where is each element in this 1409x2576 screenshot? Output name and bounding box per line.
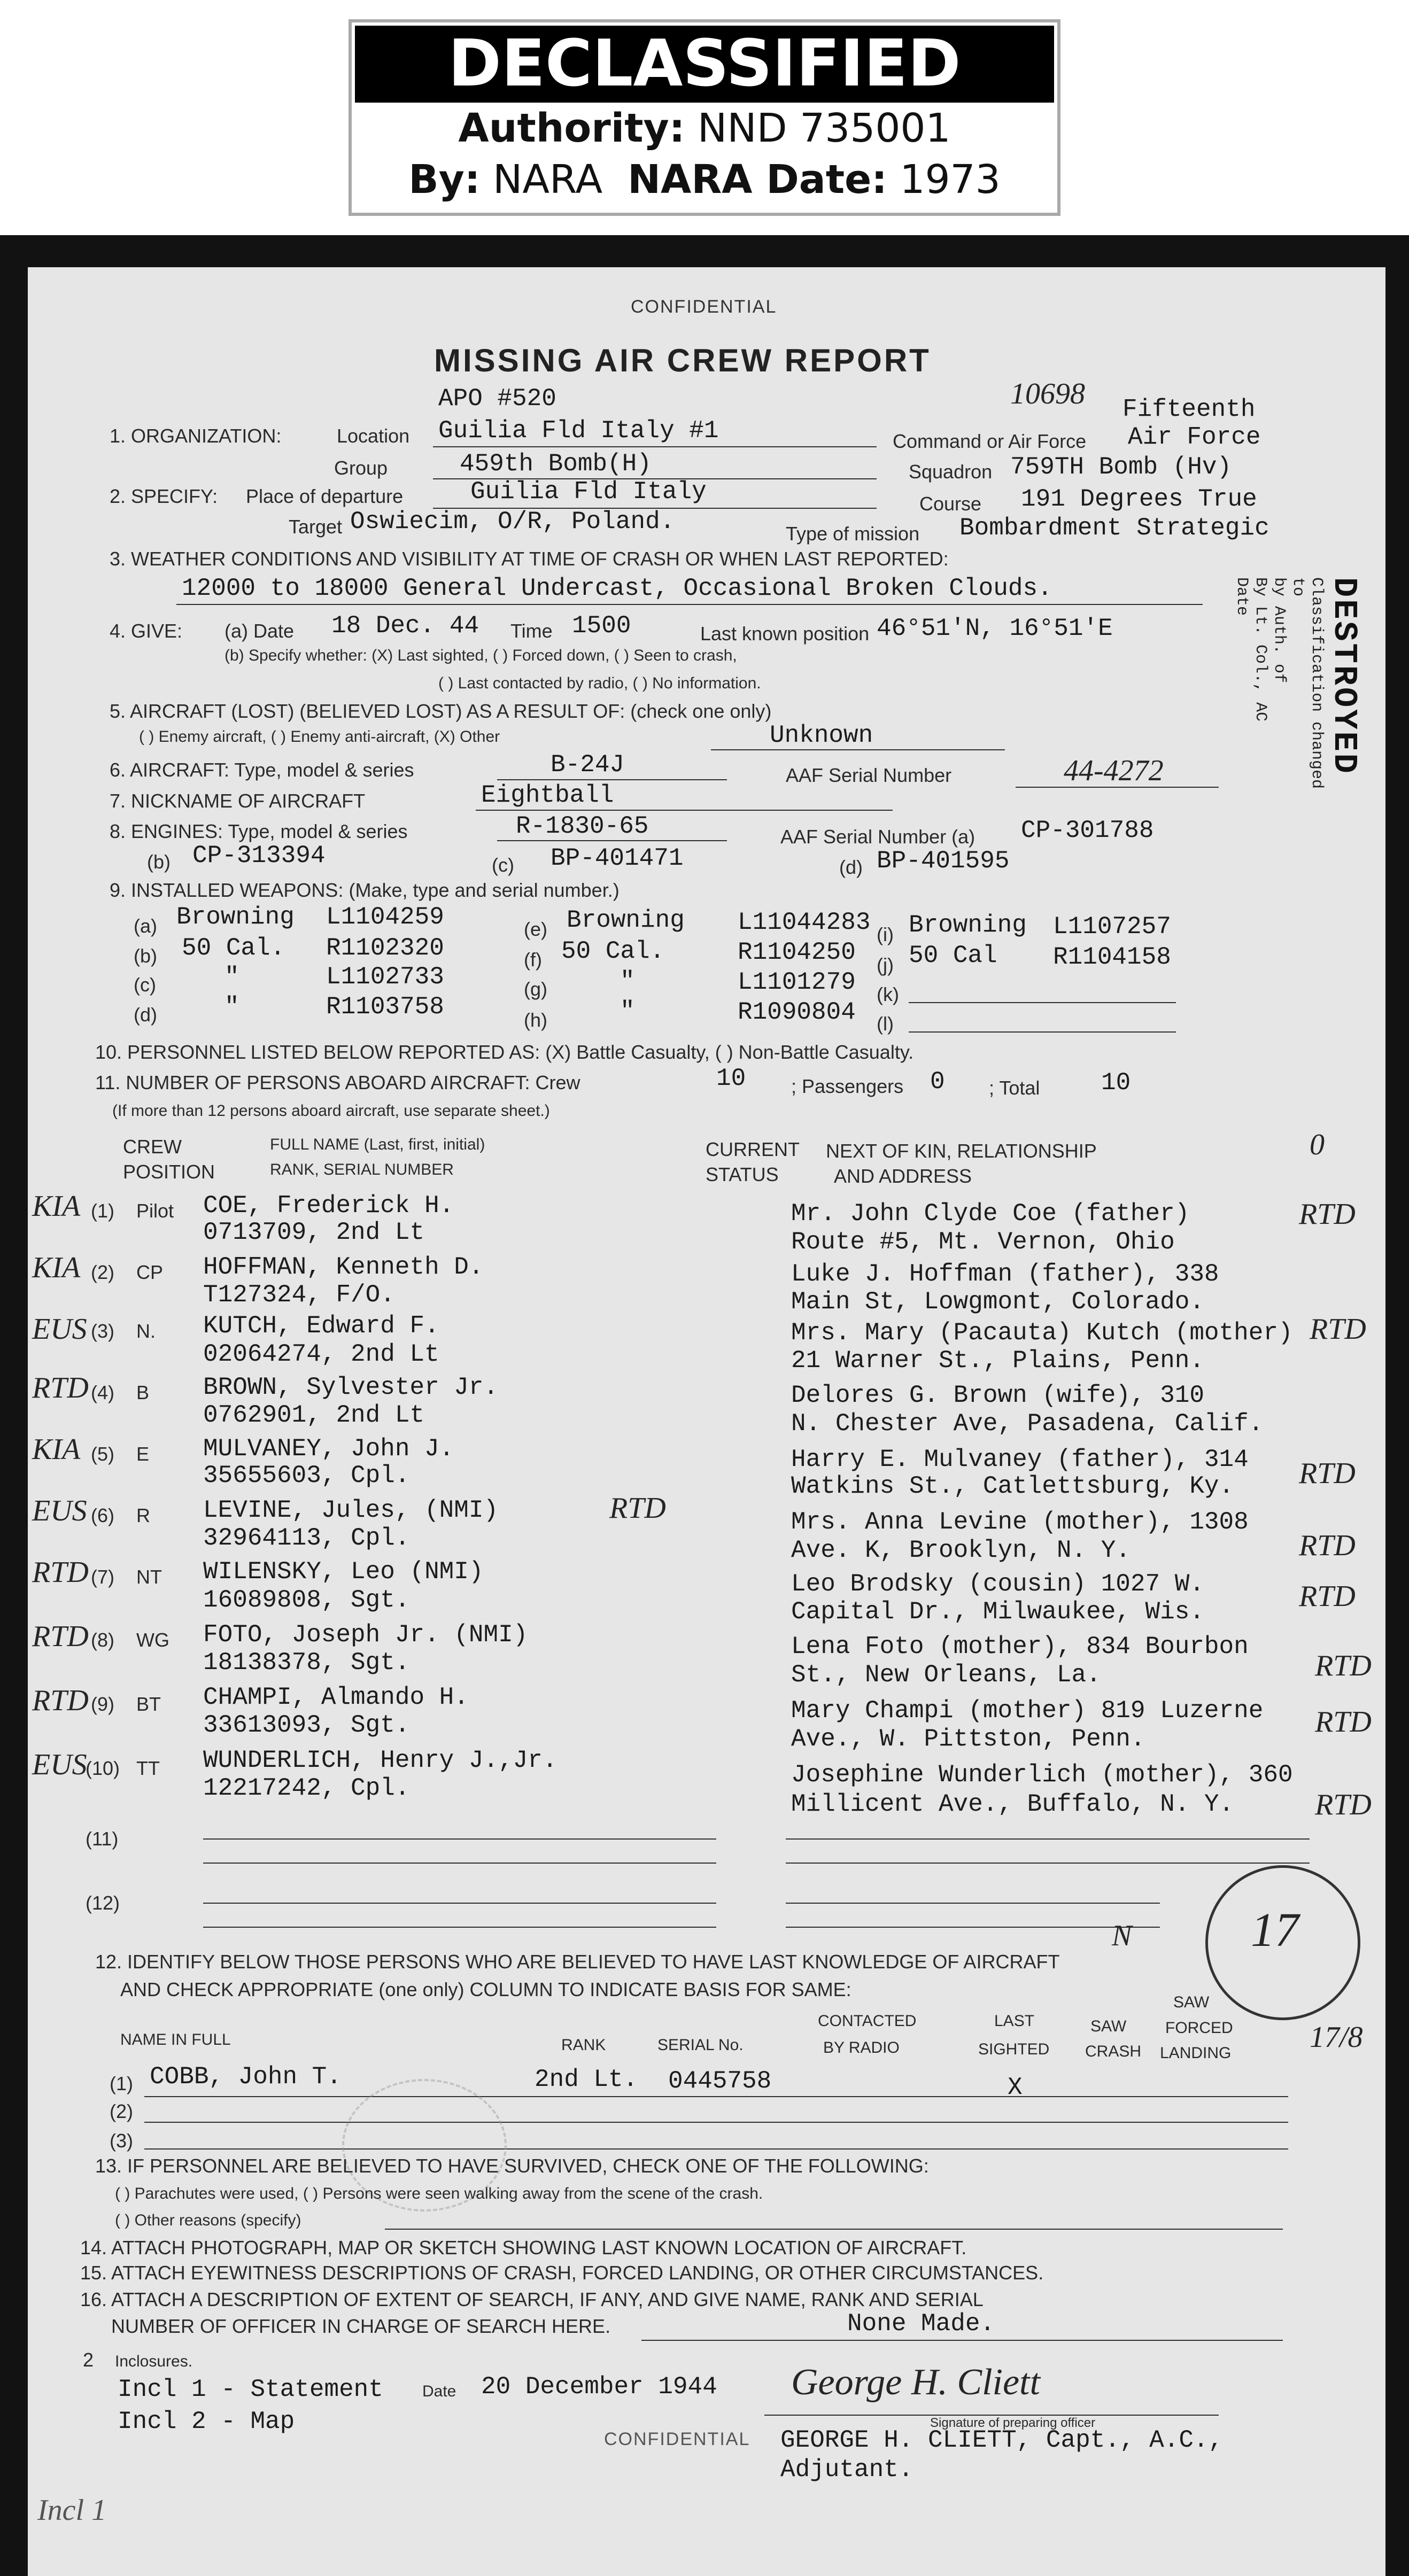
- rank-header: RANK, SERIAL NUMBER: [270, 1161, 454, 1178]
- s4-position-label: Last known position: [700, 623, 870, 645]
- crew-margin-note: EUS: [32, 1313, 87, 1346]
- crew-name: LEVINE, Jules, (NMI): [203, 1496, 499, 1524]
- s5-label: 5. AIRCRAFT (LOST) (BELIEVED LOST) AS A RESULT OF: (check one only): [110, 700, 772, 722]
- crew-margin-note: EUS: [32, 1748, 87, 1781]
- s4-label: 4. GIVE:: [110, 620, 183, 642]
- s16-line1: 16. ATTACH A DESCRIPTION OF EXTENT OF SEARCH, IF ANY, AND GIVE NAME, RANK AND SERIAL: [80, 2288, 984, 2310]
- s4-time-label: Time: [510, 620, 553, 642]
- weapon-letter: (f): [524, 949, 542, 971]
- crew-kin-line2: Millicent Ave., Buffalo, N. Y.: [791, 1790, 1234, 1818]
- officer-signature: George H. Cliett: [791, 2362, 1040, 2403]
- crew-position: TT: [136, 1757, 160, 1779]
- crew-kin-line2: N. Chester Ave, Pasadena, Calif.: [791, 1410, 1264, 1438]
- crew-margin-note: RTD: [32, 1371, 89, 1405]
- s12-col-forced-1: SAW: [1173, 1993, 1210, 2011]
- s2-course-label: Course: [919, 493, 982, 515]
- s2-departure-label: Place of departure: [246, 485, 404, 507]
- crew-name: BROWN, Sylvester Jr.: [203, 1374, 499, 1401]
- s6-label: 6. AIRCRAFT: Type, model & series: [110, 759, 414, 781]
- s12-col-name: NAME IN FULL: [120, 2031, 231, 2049]
- crew-number-12: (12): [86, 1892, 120, 1914]
- circle-text: 17: [1251, 1904, 1299, 1957]
- s8-serial-label: AAF Serial Number (a): [780, 826, 976, 848]
- weapon-letter: (e): [524, 918, 547, 940]
- s1-command-label: Command or Air Force: [893, 430, 1087, 452]
- crew-rank-serial: 32964113, Cpl.: [203, 1524, 410, 1552]
- s1-label: 1. ORGANIZATION:: [110, 425, 282, 447]
- s9-label: 9. INSTALLED WEAPONS: (Make, type and serial number.): [110, 879, 620, 901]
- s12-col-rank: RANK: [561, 2036, 606, 2054]
- crew-margin-note: KIA: [32, 1190, 81, 1223]
- s4-line3: ( ) Last contacted by radio, ( ) No information.: [438, 674, 761, 692]
- crew-name: KUTCH, Edward F.: [203, 1312, 439, 1340]
- vertical-reclassification-stamp: [1219, 577, 1368, 1037]
- weapon-make: 50 Cal.: [182, 934, 285, 962]
- s8-c-label: (c): [492, 854, 514, 876]
- crew-kin-line1: Josephine Wunderlich (mother), 360: [791, 1761, 1293, 1789]
- weapon-make: Browning: [909, 911, 1027, 939]
- s11-passengers: 0: [930, 1068, 945, 1096]
- weapon-letter: (j): [877, 954, 894, 976]
- s2-departure: Guilia Fld Italy: [470, 478, 707, 506]
- s12-line2: AND CHECK APPROPRIATE (one only) COLUMN TO INDICATE BASIS FOR SAME:: [120, 1978, 851, 2000]
- side-stamp-line-3: by Auth. of: [1270, 577, 1288, 684]
- authority-row: Authority: NND 735001: [458, 105, 951, 151]
- crew-kin-line1: Luke J. Hoffman (father), 338: [791, 1260, 1219, 1288]
- crew-name: CHAMPI, Almando H.: [203, 1683, 469, 1711]
- crew-name: FOTO, Joseph Jr. (NMI): [203, 1621, 528, 1649]
- s1-squadron-label: Squadron: [909, 461, 993, 483]
- crew-number: (7): [91, 1566, 114, 1588]
- crew-number: (3): [91, 1320, 114, 1342]
- s15-text: 15. ATTACH EYEWITNESS DESCRIPTIONS OF CRASH, FORCED LANDING, OR OTHER CIRCUMSTANCES.: [80, 2262, 1044, 2284]
- s6-serial-label: AAF Serial Number: [786, 764, 952, 786]
- crew-kin-line2: Watkins St., Catlettsburg, Ky.: [791, 1472, 1234, 1500]
- weapon-serial: R1103758: [326, 993, 444, 1021]
- witness-number: (1): [110, 2073, 133, 2094]
- s8-label: 8. ENGINES: Type, model & series: [110, 820, 408, 842]
- weapon-make: Browning: [567, 906, 685, 934]
- crew-status-note: RTD: [1315, 1705, 1372, 1739]
- crew-position: NT: [136, 1566, 162, 1588]
- crew-kin-line2: 21 Warner St., Plains, Penn.: [791, 1347, 1204, 1375]
- crew-name: WUNDERLICH, Henry J.,Jr.: [203, 1747, 558, 1774]
- weapon-make: ": [620, 967, 635, 995]
- s12-col-radio-2: BY RADIO: [823, 2039, 900, 2057]
- side-stamp-line-2: to: [1289, 577, 1307, 597]
- weapon-serial: L1107257: [1053, 913, 1171, 941]
- s7-value: Eightball: [481, 781, 614, 809]
- s12-col-sighted-1: LAST: [994, 2012, 1035, 2030]
- crew-number: (5): [91, 1443, 114, 1465]
- status-header-1: CURRENT: [706, 1138, 800, 1160]
- margin-note-bottom: Incl 1: [37, 2494, 107, 2527]
- footer-date-label: Date: [422, 2383, 456, 2400]
- witness-name: COBB, John T.: [150, 2063, 342, 2091]
- weapon-make: ": [224, 993, 239, 1021]
- officer-title: Adjutant.: [780, 2456, 913, 2484]
- s2-target: Oswiecim, O/R, Poland.: [350, 508, 675, 536]
- s8-c: BP-401471: [551, 844, 684, 872]
- side-stamp-line-5: Date: [1233, 577, 1251, 616]
- weapon-serial: R1102320: [326, 934, 444, 962]
- confidential-footer: CONFIDENTIAL: [604, 2429, 750, 2449]
- apo-number: APO #520: [438, 385, 556, 413]
- s4-time: 1500: [572, 612, 631, 640]
- inclosure-1: Incl 1 - Statement: [118, 2376, 383, 2403]
- crew-margin-note: RTD: [32, 1556, 89, 1589]
- s11-label: 11. NUMBER OF PERSONS ABOARD AIRCRAFT: Crew: [95, 1072, 580, 1093]
- witness-number: (2): [110, 2100, 133, 2122]
- s8-type: R-1830-65: [516, 812, 649, 840]
- witness-mark: X: [1008, 2074, 1023, 2101]
- weapon-serial: L1102733: [326, 963, 444, 991]
- s4-date: 18 Dec. 44: [331, 612, 479, 640]
- crew-margin-note: RTD: [32, 1620, 89, 1653]
- s16-value: None Made.: [847, 2310, 995, 2338]
- s13-line2: ( ) Parachutes were used, ( ) Persons were seen walking away from the scene of the crash.: [115, 2185, 763, 2202]
- s14-text: 14. ATTACH PHOTOGRAPH, MAP OR SKETCH SHOWING LAST KNOWN LOCATION OF AIRCRAFT.: [80, 2237, 967, 2259]
- s13-line3: ( ) Other reasons (specify): [115, 2212, 301, 2229]
- levine-rtd-note: RTD: [609, 1492, 666, 1525]
- crew-position: Pilot: [136, 1200, 174, 1222]
- crew-kin-line1: Mr. John Clyde Coe (father): [791, 1200, 1190, 1228]
- weapon-letter: (i): [877, 924, 894, 945]
- weapon-serial: R1104250: [738, 938, 856, 966]
- weapon-make: ": [620, 997, 635, 1025]
- weapon-letter: (c): [134, 974, 156, 996]
- weapon-serial: R1104158: [1053, 943, 1171, 971]
- side-stamp-line-1: Classification changed: [1307, 577, 1326, 789]
- crew-kin-line1: Harry E. Mulvaney (father), 314: [791, 1446, 1249, 1473]
- weapon-make: 50 Cal.: [561, 937, 665, 965]
- crew-position: N.: [136, 1320, 156, 1342]
- crew-status-note: RTD: [1299, 1457, 1356, 1490]
- weapon-serial: L11044283: [738, 909, 871, 936]
- crew-name: COE, Frederick H.: [203, 1192, 454, 1220]
- weapon-serial: L1101279: [738, 968, 856, 996]
- crew-status-note: RTD: [1315, 1788, 1372, 1821]
- s1-group-label: Group: [334, 457, 388, 479]
- weapon-make: 50 Cal: [909, 942, 997, 969]
- crew-margin-note: KIA: [32, 1433, 81, 1466]
- s11-total: 10: [1101, 1069, 1131, 1097]
- s12-col-forced-2: FORCED: [1165, 2019, 1233, 2037]
- confidential-header: CONFIDENTIAL: [631, 297, 777, 317]
- s12-col-radio-1: CONTACTED: [818, 2012, 917, 2030]
- s5-line2: ( ) Enemy aircraft, ( ) Enemy anti-aircraft, (X) Other: [139, 728, 500, 746]
- weapon-letter: (b): [134, 945, 157, 967]
- s8-b-label: (b): [147, 851, 171, 873]
- crew-kin-line1: Delores G. Brown (wife), 310: [791, 1382, 1204, 1409]
- crew-number: (4): [91, 1382, 114, 1403]
- s2-course: 191 Degrees True: [1021, 485, 1257, 513]
- weapon-letter: (g): [524, 978, 547, 1000]
- weapon-letter: (a): [134, 915, 157, 937]
- declassified-stamp: [349, 19, 1060, 216]
- crew-position: BT: [136, 1693, 161, 1715]
- inclosures-count: 2: [83, 2349, 94, 2371]
- weapon-letter: (k): [877, 983, 899, 1005]
- crew-rank-serial: 35655603, Cpl.: [203, 1462, 410, 1489]
- status-header-2: STATUS: [706, 1163, 779, 1185]
- inclosures-label: Inclosures.: [115, 2353, 193, 2370]
- crew-margin-note: EUS: [32, 1494, 87, 1527]
- inclosure-2: Incl 2 - Map: [118, 2408, 295, 2435]
- s1-group: 459th Bomb(H): [460, 450, 652, 478]
- crew-number: (6): [91, 1504, 114, 1526]
- crew-status-note: RTD: [1299, 1580, 1356, 1613]
- crew-margin-note: KIA: [32, 1251, 81, 1284]
- crew-name: WILENSKY, Leo (NMI): [203, 1558, 484, 1586]
- s1-location: Guilia Fld Italy #1: [438, 417, 719, 445]
- s5-other: Unknown: [770, 721, 873, 749]
- side-mark: 17/8: [1310, 2021, 1363, 2054]
- crew-kin-line2: Ave., W. Pittston, Penn.: [791, 1725, 1145, 1753]
- crew-kin-line1: Lena Foto (mother), 834 Bourbon: [791, 1633, 1249, 1661]
- weapon-letter: (h): [524, 1009, 547, 1031]
- weapon-make: Browning: [176, 903, 295, 931]
- crew-header: CREW: [123, 1136, 182, 1158]
- weapon-serial: L1104259: [326, 903, 444, 931]
- crew-number: (8): [91, 1629, 114, 1651]
- s11-total-label: ; Total: [989, 1077, 1040, 1099]
- crew-kin-line2: Route #5, Mt. Vernon, Ohio: [791, 1228, 1175, 1256]
- s8-b: CP-313394: [192, 842, 326, 870]
- s12-col-serial: SERIAL No.: [657, 2036, 744, 2054]
- s11-note: (If more than 12 persons aboard aircraft, use separate sheet.): [112, 1102, 550, 1120]
- air-force-number: Fifteenth: [1122, 395, 1256, 423]
- s11-passengers-label: ; Passengers: [791, 1075, 904, 1097]
- s8-d: BP-401595: [877, 847, 1010, 875]
- by-row: By: NARA NARA Date: 1973: [408, 157, 1001, 203]
- witness-serial: 0445758: [668, 2067, 772, 2095]
- crew-number: (2): [91, 1261, 114, 1283]
- crew-rank-serial: 18138378, Sgt.: [203, 1649, 410, 1677]
- crew-number: (1): [91, 1200, 114, 1222]
- s4-date-label: (a) Date: [224, 620, 295, 642]
- crew-kin-line1: Mary Champi (mother) 819 Luzerne: [791, 1697, 1264, 1725]
- crew-status-note: RTD: [1299, 1529, 1356, 1562]
- crew-kin-line2: Main St, Lowgmont, Colorado.: [791, 1288, 1204, 1316]
- crew-rank-serial: 0713709, 2nd Lt: [203, 1219, 425, 1246]
- crew-rank-serial: 33613093, Sgt.: [203, 1711, 410, 1739]
- crew-number: (10): [86, 1757, 120, 1779]
- s6-serial: 44-4272: [1064, 754, 1164, 787]
- s4-position: 46°51'N, 16°51'E: [877, 615, 1113, 642]
- report-number: 10698: [1010, 377, 1085, 410]
- crew-name: HOFFMAN, Kenneth D.: [203, 1253, 484, 1281]
- s12-col-crash-2: CRASH: [1085, 2043, 1142, 2060]
- s12-line1: 12. IDENTIFY BELOW THOSE PERSONS WHO ARE BELIEVED TO HAVE LAST KNOWLEDGE OF AIRCRAFT: [95, 1951, 1060, 1973]
- crew-kin-line1: Mrs. Anna Levine (mother), 1308: [791, 1508, 1249, 1536]
- witness-number: (3): [110, 2130, 133, 2152]
- crew-position: R: [136, 1504, 150, 1526]
- side-stamp-line-4: By Lt. Col., AC: [1251, 577, 1269, 722]
- crew-number: (9): [91, 1693, 114, 1715]
- crew-margin-note: RTD: [32, 1684, 89, 1717]
- s1-squadron: 759TH Bomb (Hv): [1010, 453, 1232, 481]
- weapon-letter: (d): [134, 1004, 157, 1026]
- s2-mission-label: Type of mission: [786, 523, 920, 545]
- crew-kin-line1: Mrs. Mary (Pacauta) Kutch (mother): [791, 1319, 1293, 1347]
- crew-number-11: (11): [86, 1828, 119, 1850]
- s7-label: 7. NICKNAME OF AIRCRAFT: [110, 790, 366, 812]
- weapon-letter: (l): [877, 1013, 894, 1035]
- s12-col-crash-1: SAW: [1090, 2018, 1127, 2035]
- officer-name: GEORGE H. CLIETT, Capt., A.C.,: [780, 2426, 1224, 2454]
- s2-target-label: Target: [289, 516, 343, 538]
- crew-kin-line2: St., New Orleans, La.: [791, 1661, 1101, 1689]
- kin-header-1: NEXT OF KIN, RELATIONSHIP: [826, 1140, 1097, 1162]
- s1-location-label: Location: [337, 425, 410, 447]
- s8-d-label: (d): [839, 856, 863, 878]
- crew-rank-serial: 0762901, 2nd Lt: [203, 1401, 425, 1429]
- crew-position: B: [136, 1382, 150, 1403]
- witness-rank: 2nd Lt.: [535, 2066, 638, 2093]
- crew-status-note: RTD: [1299, 1198, 1356, 1231]
- weapon-serial: R1090804: [738, 998, 856, 1026]
- s4-line2: (b) Specify whether: (X) Last sighted, ( ) Forced down, ( ) Seen to crash,: [224, 647, 737, 664]
- crew-position: E: [136, 1443, 150, 1465]
- name-header: FULL NAME (Last, first, initial): [270, 1136, 485, 1153]
- crew-position: CP: [136, 1261, 164, 1283]
- position-header: POSITION: [123, 1161, 215, 1183]
- weapon-make: ": [224, 963, 239, 991]
- crew-rank-serial: 16089808, Sgt.: [203, 1586, 410, 1614]
- crew-rank-serial: T127324, F/O.: [203, 1281, 395, 1309]
- crew-position: WG: [136, 1629, 169, 1651]
- destroyed-stamp: DESTROYED: [1325, 577, 1363, 775]
- crew-kin-line2: Ave. K, Brooklyn, N. Y.: [791, 1537, 1131, 1564]
- crew-rank-serial: 02064274, 2nd Lt: [203, 1340, 439, 1368]
- crew-status-note: RTD: [1315, 1649, 1372, 1682]
- s6-type: B-24J: [551, 751, 625, 779]
- top-right-mark: 0: [1310, 1128, 1325, 1161]
- s11-crew: 10: [716, 1065, 746, 1092]
- s2-mission: Bombardment Strategic: [959, 514, 1269, 542]
- s3-value: 12000 to 18000 General Undercast, Occasional Broken Clouds.: [182, 575, 1052, 602]
- s3-label: 3. WEATHER CONDITIONS AND VISIBILITY AT TIME OF CRASH OR WHEN LAST REPORTED:: [110, 548, 949, 570]
- declassified-banner: DECLASSIFIED: [355, 26, 1054, 103]
- form-title: MISSING AIR CREW REPORT: [434, 343, 931, 378]
- crew-kin-line2: Capital Dr., Milwaukee, Wis.: [791, 1598, 1204, 1626]
- crew-rank-serial: 12217242, Cpl.: [203, 1774, 410, 1802]
- crew-status-note: RTD: [1310, 1313, 1366, 1346]
- s13-line1: 13. IF PERSONNEL ARE BELIEVED TO HAVE SURVIVED, CHECK ONE OF THE FOLLOWING:: [95, 2155, 929, 2177]
- crew-name: MULVANEY, John J.: [203, 1435, 454, 1463]
- kin-header-2: AND ADDRESS: [834, 1165, 972, 1187]
- s1-command: Air Force: [1128, 423, 1261, 451]
- s10-label: 10. PERSONNEL LISTED BELOW REPORTED AS: (X) Battle Casualty, ( ) Non-Battle Casualty.: [95, 1041, 914, 1063]
- footer-date: 20 December 1944: [481, 2373, 717, 2401]
- s12-col-forced-3: LANDING: [1160, 2044, 1232, 2062]
- crew-kin-line1: Leo Brodsky (cousin) 1027 W.: [791, 1570, 1204, 1598]
- circle-letter: N: [1112, 1919, 1132, 1952]
- s12-col-sighted-2: SIGHTED: [978, 2040, 1050, 2058]
- s2-label: 2. SPECIFY:: [110, 485, 218, 507]
- s16-line2: NUMBER OF OFFICER IN CHARGE OF SEARCH HERE.: [111, 2315, 611, 2337]
- s8-a: CP-301788: [1021, 817, 1154, 844]
- signature-caption: Signature of preparing officer: [930, 2416, 1096, 2430]
